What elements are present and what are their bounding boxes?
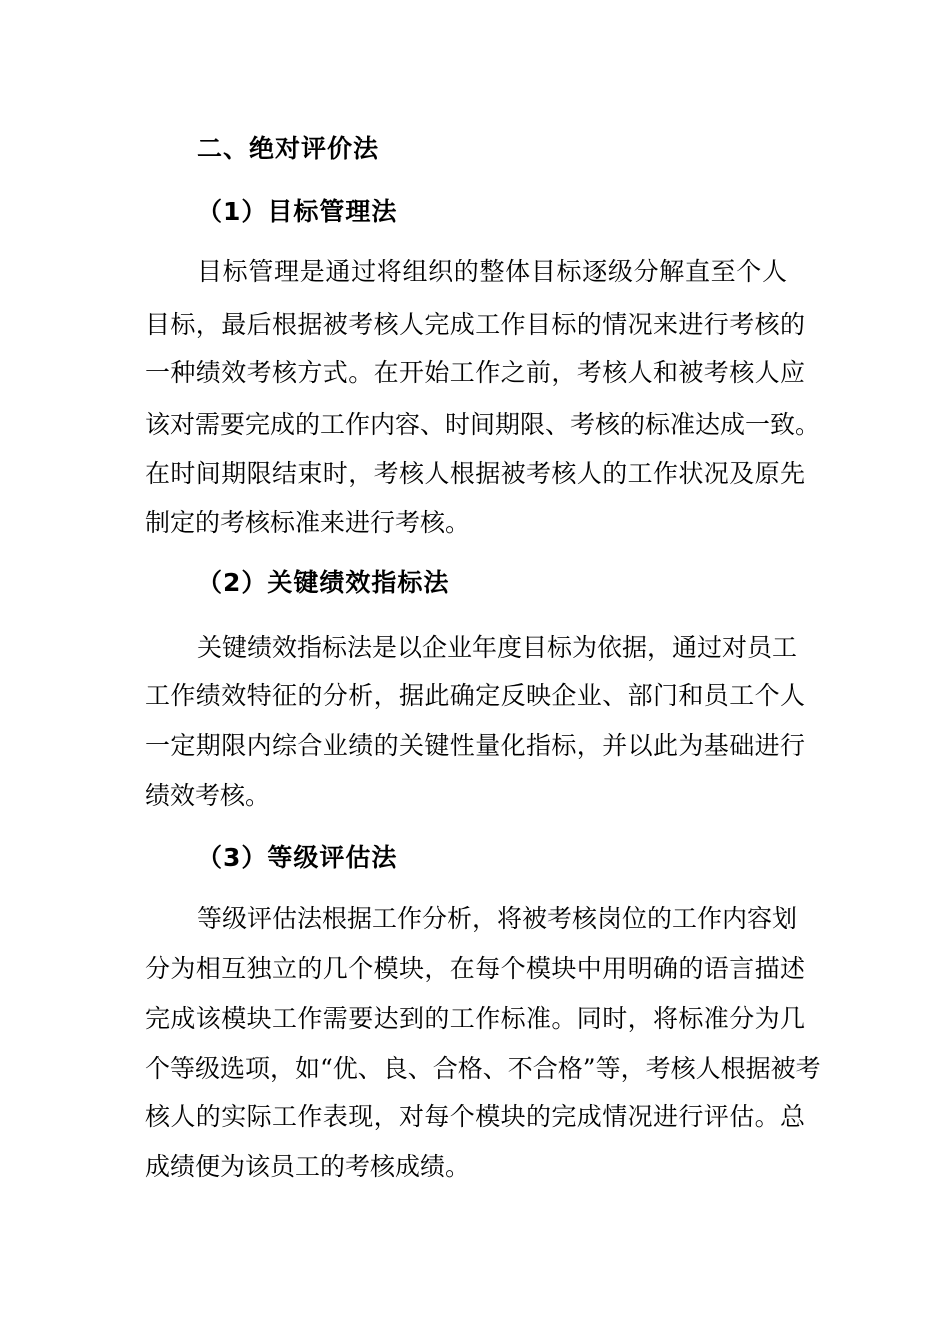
subsection-heading-3: （3）等级评估法	[197, 843, 398, 872]
paragraph-line: 该对需要完成的工作内容、时间期限、考核的标准达成一致。	[145, 410, 821, 439]
paragraph-line: 绩效考核。	[145, 781, 271, 810]
paragraph-line: 完成该模块工作需要达到的工作标准。同时，将标准分为几	[145, 1004, 805, 1033]
paragraph-line: 关键绩效指标法是以企业年度目标为依据，通过对员工	[197, 633, 798, 662]
paragraph-line: 分为相互独立的几个模块，在每个模块中用明确的语言描述	[145, 954, 805, 983]
paragraph-line: 制定的考核标准来进行考核。	[145, 508, 471, 537]
subsection-heading-1: （1）目标管理法	[197, 197, 398, 226]
paragraph-line: 目标，最后根据被考核人完成工作目标的情况来进行考核的	[145, 310, 805, 339]
paragraph-line: 成绩便为该员工的考核成绩。	[145, 1152, 471, 1181]
paragraph-line: 核人的实际工作表现，对每个模块的完成情况进行评估。总	[145, 1102, 805, 1131]
section-title: 二、绝对评价法	[197, 134, 380, 163]
subsection-heading-2: （2）关键绩效指标法	[197, 568, 450, 597]
paragraph-line: 等级评估法根据工作分析，将被考核岗位的工作内容划	[197, 904, 798, 933]
paragraph-line: 一种绩效考核方式。在开始工作之前，考核人和被考核人应	[145, 358, 805, 387]
paragraph-line: 个等级选项，如“优、良、合格、不合格”等，考核人根据被考	[145, 1054, 821, 1083]
paragraph-line: 一定期限内综合业绩的关键性量化指标，并以此为基础进行	[145, 731, 805, 760]
paragraph-line: 目标管理是通过将组织的整体目标逐级分解直至个人	[197, 257, 787, 286]
paragraph-line: 在时间期限结束时，考核人根据被考核人的工作状况及原先	[145, 459, 805, 488]
paragraph-line: 工作绩效特征的分析，据此确定反映企业、部门和员工个人	[145, 681, 805, 710]
